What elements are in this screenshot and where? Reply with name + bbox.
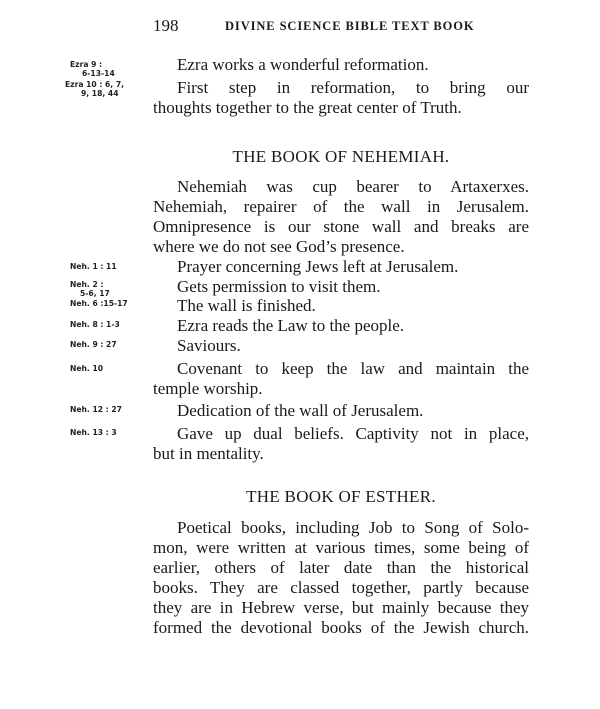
intro-line: where we do not see God’s presence. xyxy=(153,237,405,256)
page-header xyxy=(0,16,600,40)
entry-text: Dedication of the wall of Jerusalem. xyxy=(177,401,424,420)
reference-line: Neh. 2 : xyxy=(70,280,104,289)
entry-text: The wall is finished. xyxy=(177,296,316,315)
margin-reference xyxy=(65,80,124,98)
intro-line: Nehemiah was cup bearer to Artaxerxes. xyxy=(177,177,529,196)
section-heading: THE BOOK OF ESTHER. xyxy=(246,487,436,506)
entry-text: Gave up dual beliefs. Captivity not in place, xyxy=(177,424,529,443)
margin-reference: Neh. 8 : 1-3 xyxy=(70,320,120,329)
margin-reference: Neh. 6 :15-17 xyxy=(70,299,128,308)
margin-reference xyxy=(70,280,110,298)
section-heading: THE BOOK OF NEHEMIAH. xyxy=(232,147,450,166)
reference-line: Ezra 10 : 6, 7, xyxy=(65,80,124,89)
entry-text-continued: thoughts together to the great center of Truth. xyxy=(153,98,462,117)
margin-reference: Neh. 1 : 11 xyxy=(70,262,117,271)
entry-text: Ezra works a wonderful reformation. xyxy=(177,55,429,74)
reference-line: 6-13-14 xyxy=(82,69,115,78)
page-number: 198 xyxy=(153,16,179,35)
margin-reference: Neh. 9 : 27 xyxy=(70,340,117,349)
entry-text: First step in reformation, to bring our xyxy=(177,78,529,97)
paragraph-line: they are in Hebrew verse, but mainly because they xyxy=(153,598,529,617)
paragraph-line: earlier, others of later date than the historical xyxy=(153,558,529,577)
intro-line: Omnipresence is our stone wall and breaks are xyxy=(153,217,529,236)
entry-text: Saviours. xyxy=(177,336,241,355)
reference-line: 5-6, 17 xyxy=(80,289,110,298)
paragraph-line: mon, were written at various times, some being of xyxy=(153,538,529,557)
paragraph-line: formed the devotional books of the Jewish church. xyxy=(153,618,529,637)
margin-reference: Neh. 10 xyxy=(70,364,104,373)
entry-text: Ezra reads the Law to the people. xyxy=(177,316,405,335)
running-title: DIVINE SCIENCE BIBLE TEXT BOOK xyxy=(225,19,475,33)
intro-line: Nehemiah, repairer of the wall in Jerusalem. xyxy=(153,197,529,216)
margin-reference: Neh. 12 : 27 xyxy=(70,405,122,414)
reference-line: Ezra 9 : xyxy=(70,60,103,69)
margin-reference: Neh. 13 : 3 xyxy=(70,428,117,437)
margin-reference xyxy=(70,60,115,78)
entry-text: Gets permission to visit them. xyxy=(177,277,381,296)
entry-text-continued: temple worship. xyxy=(153,379,263,398)
paragraph-line: Poetical books, including Job to Song of Solo- xyxy=(177,518,529,537)
entry-text-continued: but in mentality. xyxy=(153,444,264,463)
entry-text: Prayer concerning Jews left at Jerusalem. xyxy=(177,257,459,276)
reference-line: 9, 18, 44 xyxy=(81,89,119,98)
entry-text: Covenant to keep the law and maintain the xyxy=(177,359,529,378)
paragraph-line: books. They are classed together, partly because xyxy=(153,578,529,597)
